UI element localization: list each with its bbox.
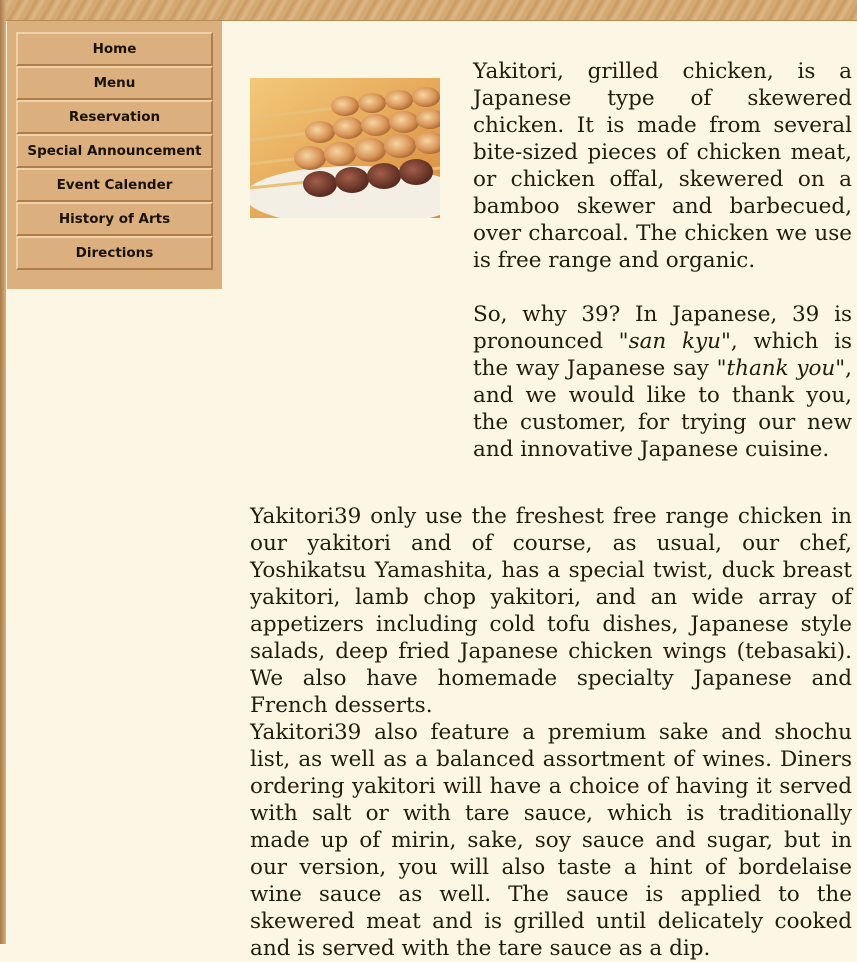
why-39-paragraph [473, 301, 852, 463]
sake-paragraph-block [250, 719, 852, 962]
why-text-2: ", which is the way Japanese say " [473, 329, 852, 381]
nav-item-event-calender[interactable]: Event Calender [16, 168, 213, 202]
header-banner [0, 0, 857, 21]
yakitori-photo [250, 78, 440, 218]
freshness-paragraph: Yakitori39 only use the freshest free range chicken in our yakitori and of course, as usual, our chef, Yoshikatsu Yamashita, has a special twist, duck breast yakitori, lamb chop yakitori, and an wide array of appetizers including cold tofu dishes, Japanese style salads, deep fried Japanese chicken wings (tebasaki). We also have homemade specialty Japanese and French desserts. [250, 504, 852, 718]
nav-item-menu[interactable]: Menu [16, 66, 213, 100]
nav-menu [16, 32, 213, 270]
nav-item-special-announcement[interactable]: Special Announcement [16, 134, 213, 168]
nav-item-history-of-arts[interactable]: History of Arts [16, 202, 213, 236]
sake-paragraph: Yakitori39 also feature a premium sake and shochu list, as well as a balanced assortment of wines. Diners ordering yakitori will have a choice of having it served with salt or with tare sauce, which is traditionally made up of mirin, sake, soy sauce and sugar, but in our version, you will also taste a hint of bordelaise wine sauce as well. The sauce is applied to the skewered meat and is grilled until delicately cooked and is served with the tare sauce as a dip. [250, 720, 852, 961]
nav-item-home[interactable]: Home [16, 32, 213, 66]
intro-text-column [473, 58, 852, 463]
thank-you-text: thank you [726, 356, 836, 381]
why-text-1: So, why 39? In Japanese, 39 is pronounced " [473, 302, 852, 354]
nav-item-directions[interactable]: Directions [16, 236, 213, 270]
left-border [0, 0, 6, 944]
intro-paragraph: Yakitori, grilled chicken, is a Japanese type of skewered chicken. It is made from several bite-sized pieces of chicken meat, or chicken offal, skewered on a bamboo skewer and barbecued, over charcoal. The chicken we use is free range and organic. [473, 59, 852, 273]
freshness-paragraph-block [250, 503, 852, 719]
san-kyu-text: san kyu [628, 329, 721, 354]
sidebar [7, 21, 222, 289]
why-text-3: ", and we would like to thank you, the customer, for trying our new and innovative Japanese cuisine. [473, 356, 853, 462]
nav-item-reservation[interactable]: Reservation [16, 100, 213, 134]
